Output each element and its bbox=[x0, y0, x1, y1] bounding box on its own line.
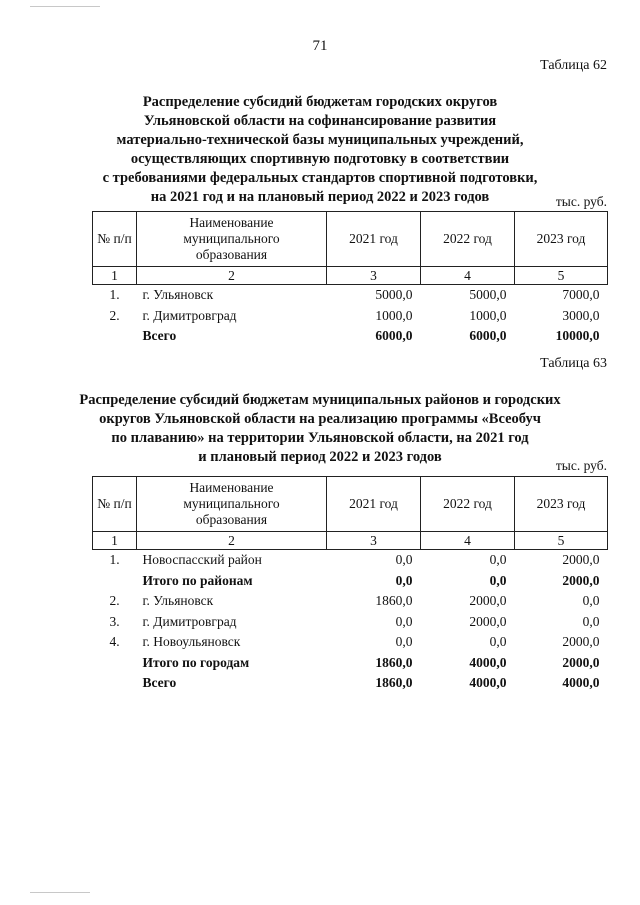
table-row bbox=[93, 285, 608, 306]
table-62-unit: тыс. руб. bbox=[555, 194, 607, 209]
value-2021: 1000,0 bbox=[375, 307, 413, 323]
table-63-title bbox=[60, 391, 580, 467]
title-line: с требованиями федеральных стандартов спортивной подготовки, bbox=[102, 170, 538, 186]
subtotal-row bbox=[93, 653, 608, 674]
row-number bbox=[93, 673, 137, 694]
value-2021: 0,0 bbox=[395, 572, 413, 588]
title-line: Распределение субсидий бюджетам муниципальных районов и городских bbox=[79, 392, 561, 408]
row-name: г. Димитровград bbox=[142, 613, 237, 629]
table-row bbox=[93, 591, 608, 612]
value-2022: 2000,0 bbox=[469, 593, 507, 609]
col-number: 5 bbox=[515, 267, 608, 285]
subtotal-row bbox=[93, 571, 608, 592]
value-2022: 2000,0 bbox=[469, 613, 507, 629]
value-2023: 7000,0 bbox=[562, 287, 600, 303]
row-number: 1. bbox=[109, 287, 120, 303]
table-63 bbox=[92, 476, 608, 694]
table-header-row bbox=[93, 212, 608, 267]
row-name: Итого по районам bbox=[142, 572, 253, 588]
total-row bbox=[93, 326, 608, 347]
col-number: 3 bbox=[327, 532, 421, 550]
scan-artifact bbox=[30, 892, 90, 893]
row-number bbox=[93, 653, 137, 674]
column-number-row bbox=[93, 532, 608, 550]
row-number: 2. bbox=[109, 307, 120, 323]
row-number bbox=[93, 571, 137, 592]
header-2021: 2021 год bbox=[327, 477, 421, 532]
header-2023: 2023 год bbox=[515, 212, 608, 267]
table-63-unit: тыс. руб. bbox=[555, 458, 607, 473]
col-number: 4 bbox=[421, 532, 515, 550]
value-2022: 0,0 bbox=[489, 552, 507, 568]
header-2021: 2021 год bbox=[327, 212, 421, 267]
value-2022: 0,0 bbox=[489, 634, 507, 650]
row-number: 1. bbox=[109, 552, 120, 568]
value-2023: 10000,0 bbox=[555, 328, 600, 344]
table-63-label: Таблица 63 bbox=[540, 356, 607, 371]
table-row bbox=[93, 612, 608, 633]
table-62-title bbox=[80, 93, 560, 207]
col-number: 4 bbox=[421, 267, 515, 285]
row-name: г. Ульяновск bbox=[142, 593, 214, 609]
value-2021: 0,0 bbox=[395, 634, 413, 650]
row-name: Всего bbox=[142, 675, 177, 691]
value-2022: 5000,0 bbox=[469, 287, 507, 303]
value-2021: 1860,0 bbox=[375, 593, 413, 609]
value-2023: 2000,0 bbox=[562, 654, 600, 670]
value-2021: 6000,0 bbox=[375, 328, 413, 344]
value-2023: 3000,0 bbox=[562, 307, 600, 323]
col-number: 3 bbox=[327, 267, 421, 285]
table-row bbox=[93, 306, 608, 327]
value-2023: 0,0 bbox=[582, 613, 600, 629]
value-2023: 4000,0 bbox=[562, 675, 600, 691]
value-2021: 5000,0 bbox=[375, 287, 413, 303]
row-number: 2. bbox=[109, 593, 120, 609]
header-2022: 2022 год bbox=[421, 212, 515, 267]
col-number: 2 bbox=[137, 267, 327, 285]
total-row bbox=[93, 673, 608, 694]
table-62 bbox=[92, 211, 608, 347]
value-2022: 4000,0 bbox=[469, 675, 507, 691]
row-number bbox=[93, 326, 137, 347]
value-2021: 0,0 bbox=[395, 552, 413, 568]
header-name: Наименование муниципального образования bbox=[137, 212, 327, 267]
header-2022: 2022 год bbox=[421, 477, 515, 532]
value-2023: 2000,0 bbox=[562, 634, 600, 650]
table-row bbox=[93, 550, 608, 571]
title-line: осуществляющих спортивную подготовку в соответствии bbox=[130, 151, 510, 167]
header-num: № п/п bbox=[93, 212, 137, 267]
row-name: Новоспасский район bbox=[142, 552, 262, 568]
column-number-row bbox=[93, 267, 608, 285]
row-name: г. Новоульяновск bbox=[142, 634, 241, 650]
value-2023: 2000,0 bbox=[562, 572, 600, 588]
value-2022: 1000,0 bbox=[469, 307, 507, 323]
value-2021: 1860,0 bbox=[375, 675, 413, 691]
table-62-label: Таблица 62 bbox=[540, 58, 607, 73]
col-number: 1 bbox=[93, 267, 137, 285]
page-number: 71 bbox=[312, 38, 328, 54]
table-row bbox=[93, 632, 608, 653]
header-2023: 2023 год bbox=[515, 477, 608, 532]
table-header-row bbox=[93, 477, 608, 532]
header-name: Наименование муниципального образования bbox=[137, 477, 327, 532]
col-number: 5 bbox=[515, 532, 608, 550]
title-line: материально-технической базы муниципальных учреждений, bbox=[116, 132, 524, 148]
value-2023: 2000,0 bbox=[562, 552, 600, 568]
row-name: г. Димитровград bbox=[142, 307, 237, 323]
title-line: округов Ульяновской области на реализацию программы «Всеобуч bbox=[99, 411, 541, 427]
row-number: 3. bbox=[109, 613, 120, 629]
value-2022: 6000,0 bbox=[469, 328, 507, 344]
title-line: Распределение субсидий бюджетам городских округов bbox=[142, 94, 498, 110]
header-num: № п/п bbox=[93, 477, 137, 532]
value-2022: 0,0 bbox=[489, 572, 507, 588]
col-number: 2 bbox=[137, 532, 327, 550]
row-name: Всего bbox=[142, 328, 177, 344]
value-2023: 0,0 bbox=[582, 593, 600, 609]
title-line: по плаванию» на территории Ульяновской области, на 2021 год bbox=[111, 430, 529, 446]
title-line: и плановый период 2022 и 2023 годов bbox=[198, 449, 442, 465]
value-2021: 1860,0 bbox=[375, 654, 413, 670]
value-2021: 0,0 bbox=[395, 613, 413, 629]
row-number: 4. bbox=[109, 634, 120, 650]
scan-artifact bbox=[30, 6, 100, 7]
col-number: 1 bbox=[93, 532, 137, 550]
row-name: Итого по городам bbox=[142, 654, 250, 670]
title-line: Ульяновской области на софинансирование развития bbox=[143, 113, 497, 129]
title-line: на 2021 год и на плановый период 2022 и 2023 годов bbox=[150, 189, 490, 205]
value-2022: 4000,0 bbox=[469, 654, 507, 670]
row-name: г. Ульяновск bbox=[142, 287, 214, 303]
